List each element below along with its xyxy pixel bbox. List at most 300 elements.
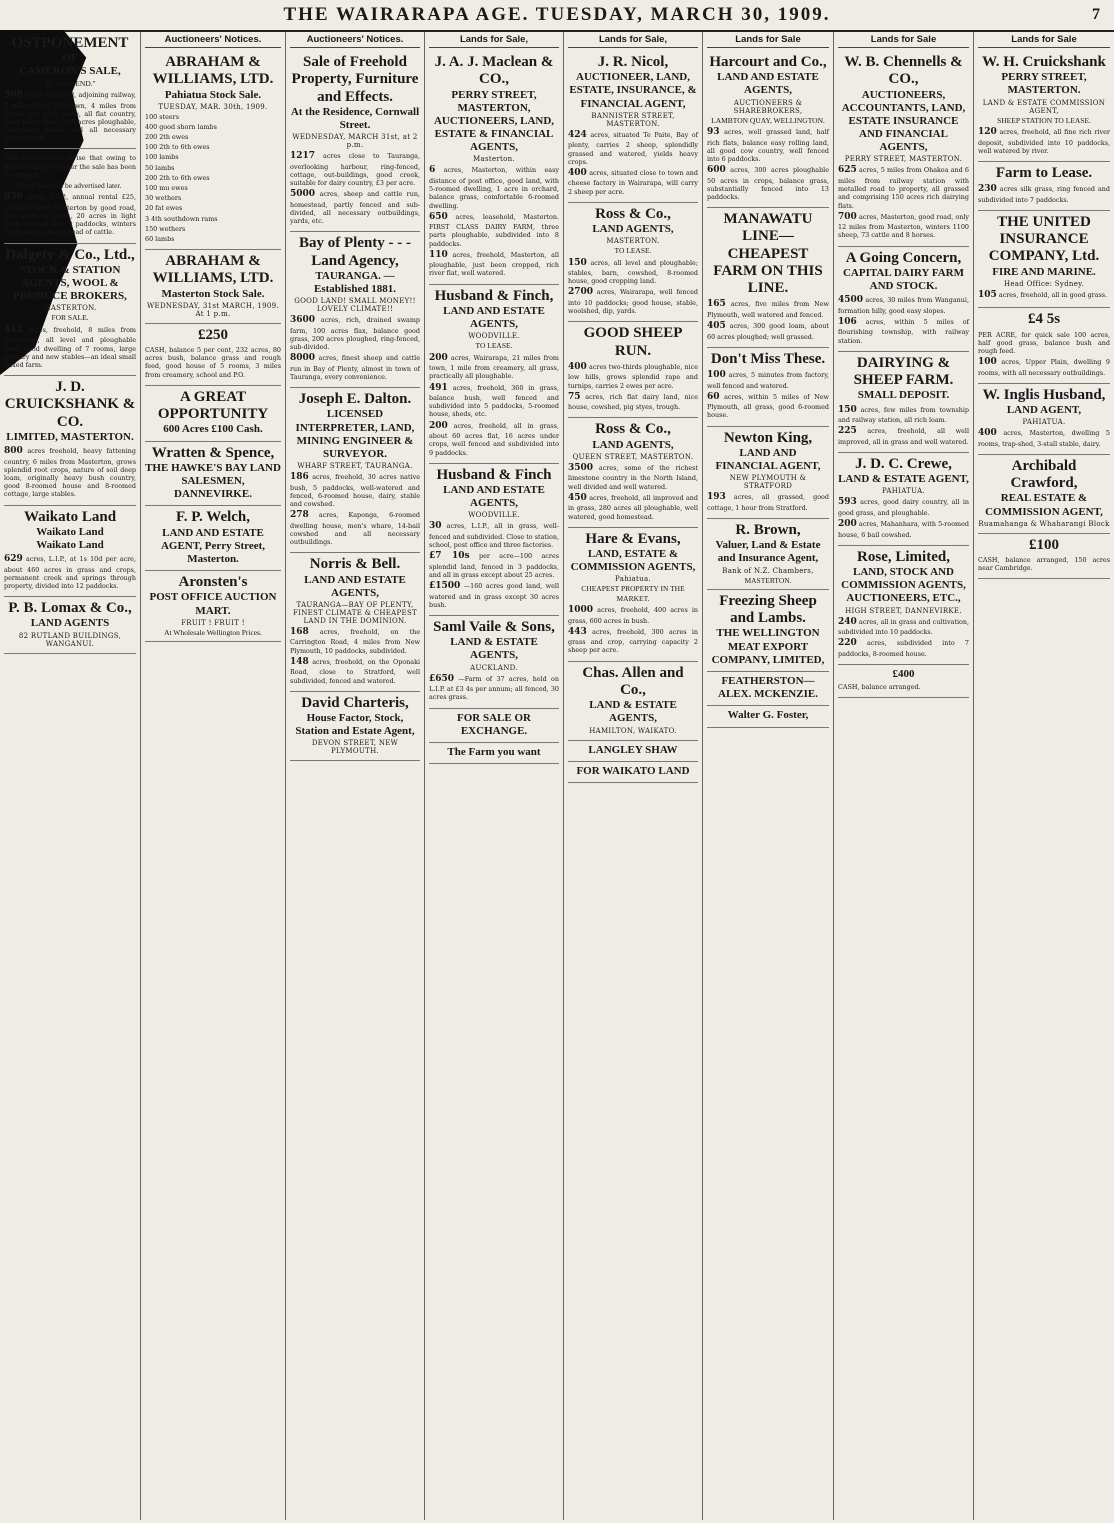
advertiser-address: MASTERTON. [606, 237, 660, 246]
advertisement [290, 553, 420, 691]
column-c2 [141, 32, 286, 1520]
advertisement [429, 285, 559, 464]
advertiser-subtitle: CAPITAL DAIRY FARM AND STOCK. [842, 266, 965, 293]
stock-entry: 200 2th ewes [145, 133, 189, 142]
advertiser-name: MANAWATU LINE—CHEAPEST FARM ON THIS LINE. [713, 211, 823, 297]
advertiser-name: Chas. Allen and Co., [582, 664, 684, 698]
advertiser-name: Joseph E. Dalton. [298, 391, 412, 408]
listing-acreage: 6 [429, 165, 436, 176]
advertisement [707, 51, 829, 208]
property-listing: 110 acres, freehold, Masterton, all ploughable, just been cropped, rich river flat, well watered. [429, 249, 559, 278]
listing-acreage: 110 [429, 249, 448, 260]
advertiser-name: Hare & Evans, [585, 530, 681, 547]
advertiser-name: Harcourt and Co., [709, 54, 827, 70]
advertiser-name: ABRAHAM & WILLIAMS, LTD. [152, 54, 274, 88]
advertiser-name: ABRAHAM & WILLIAMS, LTD. [152, 253, 274, 287]
advertisement-text: PER ACRE, for quick sale 100 acres, half good grass, balance bush and rough feed. [978, 330, 1110, 355]
property-listing: 105 acres, freehold, all in good grass. [978, 289, 1108, 300]
advertiser-address: AUCTIONEERS & SHAREBROKERS, [733, 98, 803, 115]
advertisement [145, 386, 281, 442]
advertiser-address: GOOD LAND! SMALL MONEY!! LOVELY CLIMATE!! [294, 297, 416, 314]
advertiser-subtitle: OF [62, 52, 78, 65]
property-listing: 600 acres, 300 acres ploughable 50 acres in crops, balance grass, substantially fenced into 13 paddocks. [707, 165, 829, 201]
property-listing: 225 acres, freehold, all well improved, all in grass and well watered. [838, 426, 969, 446]
advertiser-name: Dalgety & Co., Ltd., [5, 246, 135, 263]
stock-entry: 100 2th to 6th ewes [145, 143, 210, 152]
property-listing: 442 acres, freehold, 8 miles from Masterton, all level and ploughable land, good dwelling of 7 rooms, large granary and new stables—an ideal small mixed farm. [4, 324, 136, 369]
advertiser-address: NEW PLYMOUTH & STRATFORD [729, 474, 807, 491]
notice-title: FEATHERSTON—ALEX. MCKENZIE. [718, 675, 818, 701]
advertisement-extra: MASTERTON. [744, 575, 792, 585]
advertiser-subtitle: POST OFFICE AUCTION MART. [149, 591, 277, 617]
advertisement [838, 247, 969, 352]
property-listing: 625 acres, 5 miles from Ohakea and 6 miles from railway station with metalled road to property, all grassed and comprising 150 acres rich dairying flats. [838, 165, 969, 210]
property-listing: 1000 acres, freehold, 400 acres in grass, 600 acres in bush. [568, 605, 698, 625]
column-header: Lands for Sale, [429, 32, 559, 48]
notice-title: Walter G. Foster, [727, 709, 809, 722]
property-listing: 629 acres, L.I.P., at 1s 10d per acre, about 460 acres in grass and crops, permanent creek and springs through property, divided into 12 paddocks. [4, 554, 136, 591]
property-listing: 148 acres, freehold, on the Oponaki Road, close to Stratford, well subdivided, fenced and watered. [290, 656, 420, 685]
column-c6 [703, 32, 834, 1520]
advertiser-address: PERRY STREET, MASTERTON. [844, 155, 963, 164]
advertiser-address: WHARF STREET, TAURANGA. [297, 462, 413, 471]
advertiser-address: PAHIATUA. [1022, 418, 1066, 427]
notice-title: The Farm you want [447, 745, 541, 758]
advertisement-body: CAMERON'S SALE, [19, 65, 121, 78]
advertisement [4, 149, 136, 243]
advertisement [707, 208, 829, 348]
advertisement [978, 384, 1110, 455]
listing-acreage: 75 [568, 391, 581, 402]
advertiser-subtitle: TAURANGA. — Established 1881. [314, 269, 396, 295]
advertisement [568, 528, 698, 662]
column-c7 [834, 32, 974, 1520]
advertisement [145, 324, 281, 386]
advertisement [707, 348, 829, 427]
advertiser-name: DAIRYING & SHEEP FARM. [853, 354, 954, 389]
property-listing: £1500 —160 acres good land, well watered and in grass except 30 acres bush. [429, 581, 559, 609]
property-listing: 405 acres, 300 good loam, about 60 acres ploughed; well grassed. [707, 321, 829, 341]
listing-acreage: 1217 [290, 151, 316, 162]
property-listing: 800 acres freehold, heavy fattening country, 6 miles from Masterton, grows splendid root crops, nature of soil deep loam, originally heavy bush country, good 8-roomed house and 8-roomed cottage, large stables. [4, 446, 136, 499]
listing-acreage: 225 [838, 426, 857, 437]
listing-acreage: 165 [707, 299, 726, 310]
property-listing: 3500 acres, some of the richest limestone country in the North Island, well divided and well watered. [568, 462, 698, 491]
advertisement [4, 506, 136, 598]
advertisement [568, 203, 698, 323]
listing-acreage: 442 [4, 324, 23, 335]
advertiser-name: F. P. Welch, [175, 509, 251, 526]
advertiser-subtitle: LAND AND ESTATE AGENTS, [304, 573, 406, 599]
advertiser-subtitle: At the Residence, Cornwall Street. [290, 105, 420, 131]
advertiser-address: TAURANGA—BAY OF PLENTY, FINEST CLIMATE & CHEAPEST LAND IN THE DOMINION. [292, 600, 418, 625]
listing-acreage: 150 [568, 257, 587, 268]
listing-acreage: 105 [978, 289, 997, 300]
property-listing: 200 acres, Mahanhara, with 5-roomed house, 6 bail cowshed. [838, 519, 969, 539]
advertiser-subtitle: LAND AND ESTATE AGENT, Perry Street, Masterton. [160, 526, 266, 565]
advertiser-subtitle: LAND AGENTS [30, 617, 110, 630]
advertisement [429, 51, 559, 285]
listing-acreage: 240 [838, 616, 857, 627]
advertiser-name: Rose, Limited, [857, 548, 950, 565]
listing-acreage: 3600 [290, 315, 316, 326]
advertisement-extra: At Wholesale Wellington Prices. [164, 627, 262, 637]
property-listing: 220 acres, subdivided into 7 paddocks, 8-roomed house. [838, 638, 969, 658]
property-listing: 3600 acres, rich, drained swamp farm, 100 acres flax, balance good grass, 200 acres ploughed, ring-fenced, sub-divided. [290, 315, 420, 352]
advertisement-extra: CHEAPEST PROPERTY IN THE MARKET. [581, 584, 685, 603]
advertiser-address: LAND & ESTATE COMMISSION AGENT, [982, 98, 1106, 115]
advertisement [145, 506, 281, 571]
advertiser-address: PAHIATUA. [882, 487, 925, 496]
advertiser-name: £100 [1029, 536, 1059, 553]
property-listing: £7 10s per acre—100 acres splendid land, fenced in 3 paddocks, and all in grass except about 25 acres. [429, 551, 560, 579]
property-listing: 491 acres, freehold, 360 in grass, balance bush, well fenced and subdivided into 5 paddocks, 5-roomed house, sheds, etc. [429, 382, 559, 419]
advertisement [838, 546, 969, 665]
advertisement [978, 534, 1110, 580]
advertisement [978, 211, 1110, 308]
listing-acreage: 830 [4, 192, 23, 203]
property-listing: 5000 acres, sheep and cattle run, homestead, partly fenced and sub-divided, all necessary outbuildings, yards, etc. [290, 189, 420, 226]
advertiser-address: DEVON STREET, NEW PLYMOUTH. [311, 739, 399, 756]
advertiser-address: WOODVILLE. [468, 332, 520, 341]
notice [429, 709, 559, 743]
property-listing: 424 acres, situated Te Paite, Bay of plenty, carries 2 sheep, splendidly grassed and watered, yields heavy crops. [568, 129, 698, 166]
notice-title: LANGLEY SHAW [588, 743, 678, 756]
advertisement [707, 519, 829, 590]
advertiser-name: £250 [198, 326, 228, 343]
listing-acreage: 230 [978, 184, 997, 195]
advertiser-subtitle: PERRY STREET, MASTERTON. [1001, 71, 1087, 97]
listing-acreage: 3500 [568, 462, 594, 473]
advertisement [290, 232, 420, 388]
advertisement [429, 464, 559, 616]
advertiser-subtitle: Masterton Stock Sale. [161, 287, 265, 300]
advertiser-name: J. D. C. Crewe, [855, 455, 952, 472]
advertiser-address: FRUIT ! FRUIT ! [181, 618, 245, 627]
advertiser-name: Aronsten's [178, 574, 248, 591]
advertiser-name: Husband & Finch [436, 466, 552, 483]
advertisement [568, 322, 698, 418]
advertisement [838, 51, 969, 247]
advertisement [978, 308, 1110, 384]
listing-acreage: 186 [290, 472, 309, 483]
listing-acreage: 106 [838, 316, 857, 327]
listing-acreage: 629 [4, 554, 23, 565]
advertiser-subtitle: LAND AGENTS, [592, 438, 674, 451]
advertisement [145, 51, 281, 250]
advertiser-address: WEDNESDAY, 31st MARCH, 1909. At 1 p.m. [147, 301, 279, 318]
advertiser-subtitle: LAND & ESTATE AGENTS, [450, 636, 538, 662]
advertisement-text: CASH, balance 5 per cent, 232 acres, 80 acres bush, balance grass and rough feed, good house of 5 rooms, 3 miles from creamery, school and P.O. [145, 346, 281, 379]
advertisement [707, 427, 829, 519]
notice-text: CASH, balance arranged. [838, 683, 921, 692]
property-listing: 100 acres, Upper Plain, dwelling 9 rooms, with all necessary outbuildings. [978, 357, 1110, 377]
advertiser-subtitle: LAND AND FINANCIAL AGENT, [715, 446, 821, 473]
advertiser-subtitle: LAND, ESTATE & COMMISSION AGENTS, [570, 547, 696, 574]
property-listing: 75 acres, rich flat dairy land, nice house, cowshed, pig styes, trough. [568, 391, 698, 412]
listing-acreage: 400 [978, 428, 997, 439]
advertiser-name: Newton King, [723, 429, 813, 446]
column-header: Lands for Sale, [568, 32, 698, 48]
advertisement [838, 352, 969, 453]
stock-entry: 100 lambs [145, 153, 179, 162]
listing-acreage: 60 [707, 391, 720, 402]
advertiser-address: BANNISTER STREET, MASTERTON. [591, 111, 675, 128]
listing-acreage: 200 [429, 352, 448, 363]
advertiser-subtitle: LAND AGENT, [1006, 404, 1082, 417]
listing-acreage: 450 [568, 492, 587, 503]
property-listing: 230 acres silk grass, ring fenced and subdivided into 7 paddocks. [978, 184, 1110, 204]
listing-acreage: 1000 [568, 605, 594, 616]
property-listing: 443 acres, freehold, 300 acres in grass and crop, carrying capacity 2 sheep per acre. [568, 626, 698, 655]
listing-acreage: 148 [290, 656, 309, 667]
listing-acreage: 443 [568, 626, 587, 637]
property-listing: 508 acres, freehold, adjoining railway, 3 miles from Greytown, 4 miles from school and post office, all flat country, good heavy land, 300 acres ploughable, 12-roomed house and all necessary outbuildings. [4, 90, 136, 143]
property-listing: 120 acres, freehold, all fine rich river deposit, subdivided into 10 paddocks, well watered by river. [978, 127, 1110, 155]
listing-acreage: 625 [838, 165, 857, 176]
listing-acreage: 168 [290, 626, 309, 637]
advertisement [4, 32, 136, 149]
notice-title: FOR SALE OR EXCHANGE. [457, 711, 531, 737]
advertiser-subtitle: THE WELLINGTON MEAT EXPORT COMPANY, LIMITED, [711, 627, 825, 666]
stock-entry: 30 wethers [145, 194, 182, 203]
property-listing: 650 acres, leasehold, Masterton. FIRST CLASS DAIRY FARM, three parts ploughable, subdivided into 8 paddocks. [429, 211, 559, 248]
advertisement [978, 51, 1110, 162]
listing-acreage: 424 [568, 129, 587, 140]
listing-acreage: 400 [568, 167, 587, 178]
property-listing: 30 acres, L.I.P., all in grass, well-fenced and subdivided. Close to station, school, post office and three factories. [429, 521, 559, 550]
advertiser-name: David Charteris, [301, 694, 409, 711]
stock-entry: 20 fat ewes [145, 204, 183, 213]
property-listing: 240 acres, all in grass and cultivation, subdivided into 10 paddocks. [838, 616, 969, 637]
advertisement [838, 453, 969, 546]
advertiser-address: TUESDAY, MAR. 30th, 1909. [158, 102, 268, 111]
property-listing: 830 acres, L.I.P., annual rental £25, 34 miles from Masterton by good road, 744 acres in grass, 20 acres in light bush, divided into 9 paddocks, winters 1500 sheep and 30 head of cattle. [4, 192, 136, 237]
advertiser-subtitle: PERRY STREET, MASTERTON, AUCTIONEERS, LAND, ESTATE & FINANCIAL AGENTS, [433, 88, 555, 154]
column-c8 [974, 32, 1114, 1520]
advertisement [145, 571, 281, 642]
advertiser-address: Head Office: Sydney. [1003, 279, 1085, 288]
column-header: Auctioneers' Notices. [145, 32, 281, 48]
notice [429, 743, 559, 764]
advertiser-subtitle: LAND AND ESTATE AGENTS, [717, 71, 819, 97]
listing-acreage: 700 [838, 211, 857, 222]
property-listing: 168 acres, freehold, on the Carrington Road, 4 miles from New Plymouth, 10 paddocks, subdivided. [290, 626, 420, 655]
listing-acreage: 800 [4, 446, 23, 457]
advertiser-subtitle: LICENSED INTERPRETER, LAND, MINING ENGINEER & SURVEYOR. [295, 408, 415, 460]
advertiser-address: WOODVILLE. [468, 511, 520, 520]
listing-acreage: 2700 [568, 287, 594, 298]
advertiser-address: Bank of N.Z. Chambers, [722, 566, 814, 575]
advertisement [978, 162, 1110, 211]
column-header: Lands for Sale [978, 32, 1110, 48]
property-listing: 100 acres, 5 minutes from factory, well fenced and watered. [707, 370, 829, 390]
column-c4 [425, 32, 564, 1520]
advertisement-extra: AT "HILLEND." [44, 78, 96, 88]
advertiser-subtitle: Valuer, Land & Estate and Insurance Agent, [715, 539, 821, 565]
advertiser-subtitle: AUCTIONEER, LAND, ESTATE, INSURANCE, & FINANCIAL AGENT, [569, 71, 697, 110]
advertisement-text: CASH, balance arranged, 150 acres near Cambridge. [978, 556, 1110, 573]
advertiser-address: HIGH STREET, DANNEVIRKE. [845, 606, 962, 615]
stock-entry: 60 lambs [145, 234, 175, 243]
listing-acreage: 400 [568, 361, 587, 372]
advertiser-subtitle: SMALL DEPOSIT. [857, 389, 950, 402]
advertiser-name: Sale of Freehold Property, Furniture and Effects. [291, 54, 419, 105]
listing-acreage: 93 [707, 127, 720, 137]
advertiser-address: QUEEN STREET, MASTERTON. [572, 452, 694, 461]
listing-acreage: 508 [4, 90, 23, 100]
advertisement [978, 455, 1110, 534]
property-listing: 400 acres, Masterton, dwelling 5 rooms, trap-shed, 3-stall stable, dairy. [978, 428, 1110, 448]
notice [568, 741, 698, 762]
advertiser-name: W. B. Chennells & CO., [844, 54, 963, 88]
advertiser-address: MASTERTON. [43, 304, 97, 313]
column-header: Auctioneers' Notices. [290, 32, 420, 48]
masthead [0, 0, 1114, 32]
column-c3 [286, 32, 425, 1520]
advertisement [568, 418, 698, 527]
listing-acreage: 600 [707, 165, 726, 176]
column-header: Lands for Sale [707, 32, 829, 48]
property-listing: 8000 acres, finest sheep and cattle run in Bay of Plenty, almost in town of Tauranga, every convenience. [290, 353, 420, 381]
advertiser-subtitle: LAND AND ESTATE AGENTS, [443, 304, 545, 331]
listing-acreage: £7 10s [429, 551, 470, 562]
advertisement [4, 597, 136, 653]
advertisement [145, 442, 281, 507]
listing-acreage: 278 [290, 510, 309, 521]
advertisement-body: Waikato Land [36, 538, 104, 551]
advertiser-name: Archibald Crawford, [1010, 457, 1078, 492]
advertiser-name: Saml Vaile & Sons, [433, 619, 555, 636]
advertisement [707, 590, 829, 672]
advertisement-note: Fresh date will be advertised later. [18, 181, 122, 191]
advertisement [568, 662, 698, 741]
advertiser-name: Bay of Plenty - - - Land Agency, [298, 235, 412, 269]
stock-entry: 200 2th to 6th ewes [145, 173, 210, 182]
advertiser-subtitle: THE HAWKE'S BAY LAND SALESMEN, DANNEVIRKE. [145, 461, 281, 501]
column-c5 [564, 32, 703, 1520]
advertiser-name: Ross & Co., [595, 205, 671, 222]
listing-acreage: 4500 [838, 295, 864, 306]
advertisement-extra: SHEEP STATION TO LEASE. [997, 115, 1091, 125]
advertiser-name: W. Inglis Husband, [982, 386, 1106, 403]
property-listing: 400 acres, situated close to town and cheese factory in Wairarapa, will carry 2 sheep per acre. [568, 167, 698, 196]
stock-entry: 3 4th southdown rams [145, 214, 218, 223]
advertiser-subtitle: Waikato Land [36, 525, 104, 538]
property-listing: 400 acres two-thirds ploughable, nice low hills, grows splendid rape and turnips, carries 2 ewes per acre. [568, 361, 698, 390]
advertiser-subtitle: AUCTIONEERS, ACCOUNTANTS, LAND, ESTATE INSURANCE AND FINANCIAL AGENTS, [841, 88, 966, 154]
advertiser-subtitle: LAND, STOCK AND COMMISSION AGENTS, AUCTIONEERS, ETC., [841, 566, 966, 605]
property-listing: 150 acres, all level and ploughable; stables, barn, cowshed, 8-roomed house, good cropping land. [568, 257, 698, 286]
stock-entry: 100 steers [145, 112, 179, 121]
listing-acreage: 193 [707, 492, 726, 503]
advertiser-name: R. Brown, [735, 521, 801, 538]
advertiser-subtitle: LAND AGENTS, [592, 223, 674, 236]
advertiser-name: Norris & Bell. [309, 556, 401, 573]
advertiser-name: THE UNITED INSURANCE COMPANY, Ltd. [988, 213, 1100, 265]
property-listing: 186 acres, freehold, 30 acres native bush, 5 paddocks, well-watered and fenced, 6-roomed house, dairy, stable and cowshed. [290, 472, 420, 509]
listing-acreage: 5000 [290, 189, 316, 200]
stock-entry: 150 wethers [145, 224, 186, 233]
property-listing: 60 acres, within 5 miles of New Plymouth, all grass, good 6-roomed house. [707, 391, 829, 420]
property-listing: £650 —Farm of 37 acres, held on L.I.P. at £3 4s per annum; all fenced, 30 acres grass. [429, 673, 559, 702]
advertiser-name: Farm to Lease. [995, 164, 1093, 181]
advertiser-name: Freezing Sheep and Lambs. [719, 592, 817, 627]
advertisement [4, 244, 136, 376]
stock-entry: 50 lambs [145, 163, 175, 172]
property-listing: 2700 acres, Wairarapa, well fenced into 10 paddocks; good house, stable, woolshed, dip, yards. [568, 287, 698, 316]
listing-acreage: £650 [429, 673, 455, 684]
listing-acreage: 100 [978, 357, 997, 368]
property-listing: 165 acres, five miles from New Plymouth, well watered and fenced. [707, 299, 829, 319]
column-header: Lands for Sale [838, 32, 969, 48]
advertiser-address: Pahiatua. [615, 575, 651, 584]
property-listing: 4500 acres, 30 miles from Wanganui, formation hilly, good easy slopes. [838, 295, 969, 315]
advertiser-name: OSTPONEMENT [11, 35, 129, 51]
advertiser-subtitle: LAND AND ESTATE AGENTS, [443, 483, 545, 510]
advertisement [290, 388, 420, 553]
stock-entry: 400 good shorn lambs [145, 122, 217, 131]
notice-title: FOR WAIKATO LAND [576, 764, 690, 777]
advertiser-name: Waikato Land [23, 508, 117, 525]
notice [707, 706, 829, 727]
advertisement-extra: TO LEASE. [614, 246, 652, 256]
property-listing: 6 acres, Masterton, within easy distance of post office, good land, with 5-roomed dwelling, 1 acre in orchard, balance grass, comfortable 6-roomed dwelling. [429, 165, 559, 210]
property-listing: 193 acres, all grassed, good cottage, 1 hour from Stratford. [707, 492, 829, 512]
listing-acreage: 405 [707, 321, 726, 332]
property-listing: 200 acres, freehold, all in grass, about 60 acres flat, 16 acres under crops, well fenced and subdivided into 9 paddocks. [429, 420, 559, 457]
advertiser-address: HAMILTON, WAIKATO. [589, 726, 677, 735]
advertisement-extra: FOR SALE. [51, 313, 89, 323]
advertiser-address: Ruamahanga & Whaharangi Block [978, 519, 1110, 528]
listing-acreage: 593 [838, 497, 857, 508]
advertiser-subtitle: FIRE AND MARINE. [992, 265, 1096, 278]
property-listing: 700 acres, Masterton, good road, only 12 miles from Masterton, winters 1100 sheep, 73 cattle and 8 horses. [838, 211, 969, 240]
notice-title: £400 [892, 667, 915, 680]
listing-acreage: 150 [838, 404, 857, 415]
advertiser-name: J. D. CRUICKSHANK & CO. [4, 379, 136, 430]
advertiser-name: P. B. Lomax & Co., [8, 600, 132, 617]
listing-acreage: 120 [978, 127, 997, 137]
notice [568, 762, 698, 783]
advertisement-extra: TO LEASE. [475, 341, 513, 351]
property-listing: 150 acres, few miles from township and railway station, all rich loam. [838, 404, 969, 425]
advertiser-address: Masterton. [473, 155, 515, 164]
listing-acreage: 491 [429, 382, 448, 393]
advertiser-name: GOOD SHEEP RUN. [583, 325, 683, 359]
advertiser-subtitle: Pahiatua Stock Sale. [164, 88, 262, 101]
advertisement [145, 250, 281, 324]
property-listing: 450 acres, freehold, all improved and in grass, 280 acres all ploughable, well watered, good homestead. [568, 492, 698, 521]
advertiser-name: Ross & Co., [595, 421, 671, 438]
property-listing: 106 acres, within 5 miles of flourishing township, with railway station. [838, 316, 969, 345]
advertisement-text: THE Auctioneers advise that owing to the inclement weather the sale has been postponed. [4, 154, 136, 179]
stock-entry: 100 mu ewes [145, 184, 188, 192]
property-listing: 278 acres, Kaponga, 6-roomed dwelling house, men's whare, 14-bail cowshed and all necessary outbuildings. [290, 510, 420, 547]
listing-acreage: £1500 [429, 581, 461, 592]
advertiser-address: WEDNESDAY, MARCH 31st, at 2 p.m. [292, 133, 418, 150]
advertiser-address: 82 RUTLAND BUILDINGS, WANGANUI. [18, 631, 122, 648]
advertiser-name: Husband & Finch, [434, 287, 554, 304]
advertiser-subtitle: LIMITED, MASTERTON. [6, 430, 134, 443]
advertiser-name: A Going Concern, [845, 249, 962, 266]
column-c1 [0, 32, 141, 1520]
advertisement [290, 51, 420, 232]
listing-acreage: 8000 [290, 353, 316, 364]
advertiser-name: £4 5s [1027, 311, 1061, 328]
advertiser-name: Wratten & Spence, [151, 444, 275, 461]
advertisement [290, 692, 420, 762]
